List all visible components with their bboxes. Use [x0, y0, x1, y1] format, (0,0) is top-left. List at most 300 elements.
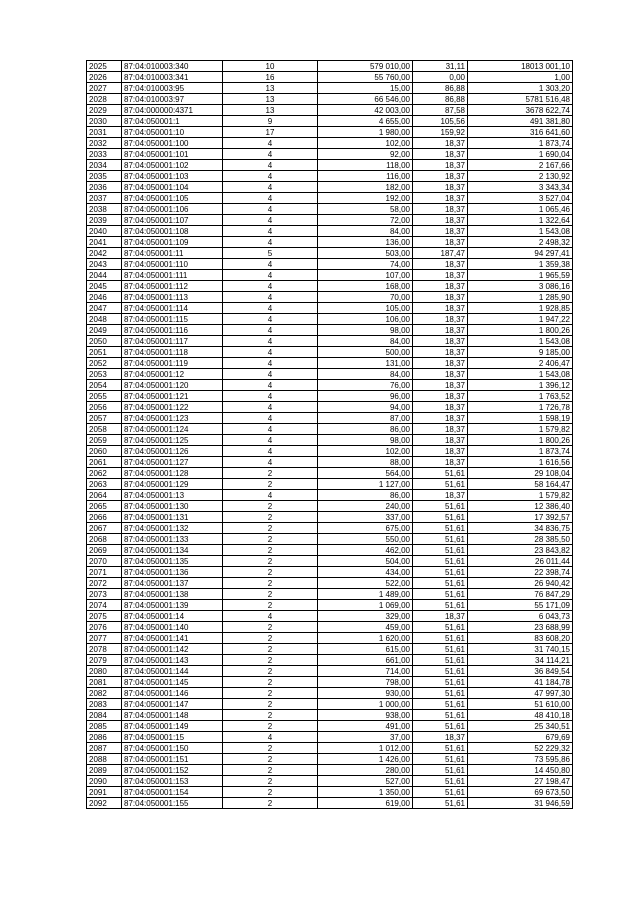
total-value-cell: 28 385,50	[468, 534, 573, 545]
area-value-cell: 102,00	[318, 446, 413, 457]
row-number-cell: 2056	[87, 402, 122, 413]
row-number-cell: 2083	[87, 699, 122, 710]
area-value-cell: 1 350,00	[318, 787, 413, 798]
row-number-cell: 2057	[87, 413, 122, 424]
table-row	[87, 127, 573, 138]
table-row	[87, 534, 573, 545]
total-value-cell: 1 579,82	[468, 490, 573, 501]
area-value-cell: 118,00	[318, 160, 413, 171]
area-value-cell: 116,00	[318, 171, 413, 182]
total-value-cell: 1 543,08	[468, 369, 573, 380]
total-value-cell: 3678 622,74	[468, 105, 573, 116]
cadastral-number-cell: 87:04:010003:341	[122, 72, 223, 83]
rate-value-cell: 51,61	[413, 798, 468, 809]
row-number-cell: 2081	[87, 677, 122, 688]
category-code-cell: 4	[223, 281, 318, 292]
category-code-cell: 13	[223, 94, 318, 105]
cadastral-number-cell: 87:04:010003:95	[122, 83, 223, 94]
table-row	[87, 490, 573, 501]
row-number-cell: 2063	[87, 479, 122, 490]
table-row	[87, 61, 573, 72]
total-value-cell: 1 579,82	[468, 424, 573, 435]
row-number-cell: 2055	[87, 391, 122, 402]
table-row	[87, 545, 573, 556]
area-value-cell: 182,00	[318, 182, 413, 193]
area-value-cell: 42 003,00	[318, 105, 413, 116]
total-value-cell: 69 673,50	[468, 787, 573, 798]
row-number-cell: 2058	[87, 424, 122, 435]
rate-value-cell: 18,37	[413, 435, 468, 446]
total-value-cell: 1 396,12	[468, 380, 573, 391]
cadastral-number-cell: 87:04:050001:111	[122, 270, 223, 281]
cadastral-number-cell: 87:04:050001:101	[122, 149, 223, 160]
category-code-cell: 2	[223, 578, 318, 589]
rate-value-cell: 51,61	[413, 743, 468, 754]
category-code-cell: 2	[223, 468, 318, 479]
row-number-cell: 2072	[87, 578, 122, 589]
row-number-cell: 2048	[87, 314, 122, 325]
area-value-cell: 98,00	[318, 325, 413, 336]
table-body	[87, 61, 573, 809]
cadastral-number-cell: 87:04:010003:97	[122, 94, 223, 105]
row-number-cell: 2061	[87, 457, 122, 468]
category-code-cell: 4	[223, 336, 318, 347]
area-value-cell: 1 620,00	[318, 633, 413, 644]
row-number-cell: 2087	[87, 743, 122, 754]
cadastral-number-cell: 87:04:050001:14	[122, 611, 223, 622]
rate-value-cell: 18,37	[413, 369, 468, 380]
cadastral-number-cell: 87:04:050001:132	[122, 523, 223, 534]
table-row	[87, 160, 573, 171]
table-row	[87, 710, 573, 721]
rate-value-cell: 18,37	[413, 490, 468, 501]
row-number-cell: 2059	[87, 435, 122, 446]
cadastral-number-cell: 87:04:050001:155	[122, 798, 223, 809]
area-value-cell: 1 069,00	[318, 600, 413, 611]
total-value-cell: 1 616,56	[468, 457, 573, 468]
cadastral-number-cell: 87:04:050001:129	[122, 479, 223, 490]
rate-value-cell: 18,37	[413, 611, 468, 622]
rate-value-cell: 51,61	[413, 655, 468, 666]
cadastral-number-cell: 87:04:050001:147	[122, 699, 223, 710]
row-number-cell: 2046	[87, 292, 122, 303]
cadastral-number-cell: 87:04:050001:133	[122, 534, 223, 545]
table-row	[87, 270, 573, 281]
area-value-cell: 4 655,00	[318, 116, 413, 127]
row-number-cell: 2029	[87, 105, 122, 116]
cadastral-number-cell: 87:04:050001:110	[122, 259, 223, 270]
row-number-cell: 2044	[87, 270, 122, 281]
cadastral-number-cell: 87:04:050001:104	[122, 182, 223, 193]
rate-value-cell: 51,61	[413, 721, 468, 732]
rate-value-cell: 51,61	[413, 600, 468, 611]
row-number-cell: 2050	[87, 336, 122, 347]
area-value-cell: 168,00	[318, 281, 413, 292]
category-code-cell: 2	[223, 644, 318, 655]
total-value-cell: 1 800,26	[468, 325, 573, 336]
total-value-cell: 1 065,46	[468, 204, 573, 215]
table-row	[87, 402, 573, 413]
row-number-cell: 2069	[87, 545, 122, 556]
row-number-cell: 2043	[87, 259, 122, 270]
row-number-cell: 2084	[87, 710, 122, 721]
table-row	[87, 457, 573, 468]
cadastral-number-cell: 87:04:050001:151	[122, 754, 223, 765]
row-number-cell: 2035	[87, 171, 122, 182]
total-value-cell: 3 527,04	[468, 193, 573, 204]
total-value-cell: 679,69	[468, 732, 573, 743]
area-value-cell: 70,00	[318, 292, 413, 303]
cadastral-number-cell: 87:04:050001:121	[122, 391, 223, 402]
rate-value-cell: 18,37	[413, 149, 468, 160]
total-value-cell: 2 406,47	[468, 358, 573, 369]
total-value-cell: 52 229,32	[468, 743, 573, 754]
row-number-cell: 2034	[87, 160, 122, 171]
table-row	[87, 435, 573, 446]
category-code-cell: 4	[223, 171, 318, 182]
row-number-cell: 2092	[87, 798, 122, 809]
table-row	[87, 688, 573, 699]
area-value-cell: 329,00	[318, 611, 413, 622]
rate-value-cell: 18,37	[413, 160, 468, 171]
category-code-cell: 2	[223, 501, 318, 512]
area-value-cell: 107,00	[318, 270, 413, 281]
area-value-cell: 798,00	[318, 677, 413, 688]
area-value-cell: 58,00	[318, 204, 413, 215]
rate-value-cell: 18,37	[413, 193, 468, 204]
total-value-cell: 1 598,19	[468, 413, 573, 424]
rate-value-cell: 18,37	[413, 215, 468, 226]
category-code-cell: 13	[223, 105, 318, 116]
category-code-cell: 10	[223, 61, 318, 72]
table-row	[87, 336, 573, 347]
table-row	[87, 116, 573, 127]
total-value-cell: 1 543,08	[468, 336, 573, 347]
row-number-cell: 2074	[87, 600, 122, 611]
table-row	[87, 622, 573, 633]
cadastral-number-cell: 87:04:050001:119	[122, 358, 223, 369]
category-code-cell: 4	[223, 325, 318, 336]
rate-value-cell: 51,61	[413, 699, 468, 710]
cadastral-number-cell: 87:04:050001:1	[122, 116, 223, 127]
cadastral-number-cell: 87:04:050001:146	[122, 688, 223, 699]
table-row	[87, 611, 573, 622]
row-number-cell: 2089	[87, 765, 122, 776]
total-value-cell: 491 381,80	[468, 116, 573, 127]
total-value-cell: 26 011,44	[468, 556, 573, 567]
area-value-cell: 72,00	[318, 215, 413, 226]
table-row	[87, 204, 573, 215]
rate-value-cell: 51,61	[413, 523, 468, 534]
cadastral-number-cell: 87:04:050001:134	[122, 545, 223, 556]
category-code-cell: 4	[223, 314, 318, 325]
cadastral-number-cell: 87:04:050001:124	[122, 424, 223, 435]
total-value-cell: 26 940,42	[468, 578, 573, 589]
cadastral-number-cell: 87:04:050001:145	[122, 677, 223, 688]
table-row	[87, 369, 573, 380]
cadastral-number-cell: 87:04:050001:150	[122, 743, 223, 754]
rate-value-cell: 51,61	[413, 622, 468, 633]
table-row	[87, 215, 573, 226]
table-row	[87, 292, 573, 303]
category-code-cell: 2	[223, 699, 318, 710]
rate-value-cell: 87,58	[413, 105, 468, 116]
total-value-cell: 18013 001,10	[468, 61, 573, 72]
rate-value-cell: 105,56	[413, 116, 468, 127]
total-value-cell: 1 928,85	[468, 303, 573, 314]
area-value-cell: 86,00	[318, 490, 413, 501]
rate-value-cell: 18,37	[413, 138, 468, 149]
total-value-cell: 1 543,08	[468, 226, 573, 237]
total-value-cell: 25 340,51	[468, 721, 573, 732]
table-row	[87, 413, 573, 424]
row-number-cell: 2054	[87, 380, 122, 391]
cadastral-number-cell: 87:04:050001:108	[122, 226, 223, 237]
area-value-cell: 522,00	[318, 578, 413, 589]
category-code-cell: 2	[223, 743, 318, 754]
table-row	[87, 743, 573, 754]
cadastral-number-cell: 87:04:050001:117	[122, 336, 223, 347]
cadastral-number-cell: 87:04:050001:100	[122, 138, 223, 149]
table-row	[87, 523, 573, 534]
area-value-cell: 37,00	[318, 732, 413, 743]
rate-value-cell: 51,61	[413, 644, 468, 655]
rate-value-cell: 18,37	[413, 336, 468, 347]
area-value-cell: 661,00	[318, 655, 413, 666]
category-code-cell: 13	[223, 83, 318, 94]
total-value-cell: 34 836,75	[468, 523, 573, 534]
row-number-cell: 2067	[87, 523, 122, 534]
category-code-cell: 4	[223, 358, 318, 369]
rate-value-cell: 18,37	[413, 226, 468, 237]
row-number-cell: 2086	[87, 732, 122, 743]
total-value-cell: 29 108,04	[468, 468, 573, 479]
cadastral-number-cell: 87:04:050001:126	[122, 446, 223, 457]
table-row	[87, 721, 573, 732]
row-number-cell: 2073	[87, 589, 122, 600]
table-row	[87, 567, 573, 578]
rate-value-cell: 51,61	[413, 666, 468, 677]
category-code-cell: 2	[223, 765, 318, 776]
total-value-cell: 316 641,60	[468, 127, 573, 138]
category-code-cell: 4	[223, 391, 318, 402]
row-number-cell: 2038	[87, 204, 122, 215]
table-row	[87, 171, 573, 182]
row-number-cell: 2076	[87, 622, 122, 633]
area-value-cell: 192,00	[318, 193, 413, 204]
rate-value-cell: 51,61	[413, 567, 468, 578]
row-number-cell: 2028	[87, 94, 122, 105]
table-row	[87, 358, 573, 369]
cadastral-number-cell: 87:04:050001:109	[122, 237, 223, 248]
category-code-cell: 2	[223, 512, 318, 523]
row-number-cell: 2091	[87, 787, 122, 798]
total-value-cell: 22 398,74	[468, 567, 573, 578]
category-code-cell: 2	[223, 754, 318, 765]
area-value-cell: 459,00	[318, 622, 413, 633]
total-value-cell: 1 303,20	[468, 83, 573, 94]
total-value-cell: 48 410,18	[468, 710, 573, 721]
area-value-cell: 504,00	[318, 556, 413, 567]
area-value-cell: 92,00	[318, 149, 413, 160]
area-value-cell: 1 489,00	[318, 589, 413, 600]
rate-value-cell: 18,37	[413, 281, 468, 292]
rate-value-cell: 51,61	[413, 633, 468, 644]
total-value-cell: 2 498,32	[468, 237, 573, 248]
rate-value-cell: 18,37	[413, 358, 468, 369]
area-value-cell: 76,00	[318, 380, 413, 391]
row-number-cell: 2075	[87, 611, 122, 622]
cadastral-number-cell: 87:04:050001:154	[122, 787, 223, 798]
row-number-cell: 2066	[87, 512, 122, 523]
area-value-cell: 66 546,00	[318, 94, 413, 105]
total-value-cell: 3 343,34	[468, 182, 573, 193]
area-value-cell: 434,00	[318, 567, 413, 578]
table-row	[87, 501, 573, 512]
table-row	[87, 446, 573, 457]
category-code-cell: 4	[223, 226, 318, 237]
total-value-cell: 5781 516,48	[468, 94, 573, 105]
area-value-cell: 675,00	[318, 523, 413, 534]
area-value-cell: 462,00	[318, 545, 413, 556]
rate-value-cell: 51,61	[413, 545, 468, 556]
area-value-cell: 1 012,00	[318, 743, 413, 754]
total-value-cell: 1 873,74	[468, 138, 573, 149]
table-row	[87, 248, 573, 259]
row-number-cell: 2065	[87, 501, 122, 512]
category-code-cell: 4	[223, 160, 318, 171]
total-value-cell: 55 171,09	[468, 600, 573, 611]
total-value-cell: 36 849,54	[468, 666, 573, 677]
area-value-cell: 88,00	[318, 457, 413, 468]
rate-value-cell: 187,47	[413, 248, 468, 259]
category-code-cell: 2	[223, 721, 318, 732]
row-number-cell: 2070	[87, 556, 122, 567]
cadastral-number-cell: 87:04:050001:115	[122, 314, 223, 325]
rate-value-cell: 51,61	[413, 710, 468, 721]
rate-value-cell: 18,37	[413, 259, 468, 270]
rate-value-cell: 18,37	[413, 424, 468, 435]
category-code-cell: 4	[223, 204, 318, 215]
rate-value-cell: 51,61	[413, 512, 468, 523]
total-value-cell: 1 690,04	[468, 149, 573, 160]
total-value-cell: 41 184,78	[468, 677, 573, 688]
category-code-cell: 2	[223, 787, 318, 798]
area-value-cell: 938,00	[318, 710, 413, 721]
total-value-cell: 31 946,59	[468, 798, 573, 809]
table-row	[87, 512, 573, 523]
rate-value-cell: 18,37	[413, 446, 468, 457]
row-number-cell: 2040	[87, 226, 122, 237]
area-value-cell: 84,00	[318, 369, 413, 380]
table-row	[87, 765, 573, 776]
area-value-cell: 98,00	[318, 435, 413, 446]
area-value-cell: 94,00	[318, 402, 413, 413]
rate-value-cell: 51,61	[413, 765, 468, 776]
category-code-cell: 16	[223, 72, 318, 83]
area-value-cell: 15,00	[318, 83, 413, 94]
rate-value-cell: 51,61	[413, 501, 468, 512]
category-code-cell: 4	[223, 424, 318, 435]
total-value-cell: 34 114,21	[468, 655, 573, 666]
rate-value-cell: 18,37	[413, 314, 468, 325]
table-row	[87, 226, 573, 237]
table-row	[87, 699, 573, 710]
table-row	[87, 314, 573, 325]
cadastral-number-cell: 87:04:050001:105	[122, 193, 223, 204]
table-row	[87, 677, 573, 688]
category-code-cell: 4	[223, 413, 318, 424]
area-value-cell: 491,00	[318, 721, 413, 732]
row-number-cell: 2062	[87, 468, 122, 479]
category-code-cell: 2	[223, 688, 318, 699]
area-value-cell: 564,00	[318, 468, 413, 479]
rate-value-cell: 18,37	[413, 204, 468, 215]
cadastral-number-cell: 87:04:050001:103	[122, 171, 223, 182]
area-value-cell: 84,00	[318, 226, 413, 237]
cadastral-number-cell: 87:04:050001:15	[122, 732, 223, 743]
row-number-cell: 2077	[87, 633, 122, 644]
category-code-cell: 2	[223, 655, 318, 666]
table-row	[87, 94, 573, 105]
area-value-cell: 503,00	[318, 248, 413, 259]
category-code-cell: 4	[223, 237, 318, 248]
total-value-cell: 14 450,80	[468, 765, 573, 776]
total-value-cell: 83 608,20	[468, 633, 573, 644]
total-value-cell: 51 610,00	[468, 699, 573, 710]
table-row	[87, 380, 573, 391]
row-number-cell: 2088	[87, 754, 122, 765]
cadastral-number-cell: 87:04:050001:13	[122, 490, 223, 501]
table-row	[87, 83, 573, 94]
cadastral-number-cell: 87:04:050001:143	[122, 655, 223, 666]
category-code-cell: 4	[223, 380, 318, 391]
cadastral-number-cell: 87:04:050001:120	[122, 380, 223, 391]
table-row	[87, 424, 573, 435]
area-value-cell: 102,00	[318, 138, 413, 149]
table-row	[87, 325, 573, 336]
category-code-cell: 4	[223, 138, 318, 149]
table-row	[87, 556, 573, 567]
category-code-cell: 4	[223, 457, 318, 468]
row-number-cell: 2071	[87, 567, 122, 578]
table-row	[87, 182, 573, 193]
table-row	[87, 138, 573, 149]
rate-value-cell: 51,61	[413, 589, 468, 600]
row-number-cell: 2026	[87, 72, 122, 83]
category-code-cell: 4	[223, 490, 318, 501]
row-number-cell: 2064	[87, 490, 122, 501]
row-number-cell: 2042	[87, 248, 122, 259]
cadastral-number-cell: 87:04:050001:114	[122, 303, 223, 314]
cadastral-number-cell: 87:04:050001:149	[122, 721, 223, 732]
area-value-cell: 74,00	[318, 259, 413, 270]
category-code-cell: 2	[223, 479, 318, 490]
area-value-cell: 930,00	[318, 688, 413, 699]
cadastral-number-cell: 87:04:050001:140	[122, 622, 223, 633]
row-number-cell: 2030	[87, 116, 122, 127]
total-value-cell: 1 726,78	[468, 402, 573, 413]
row-number-cell: 2068	[87, 534, 122, 545]
cadastral-number-cell: 87:04:050001:127	[122, 457, 223, 468]
category-code-cell: 9	[223, 116, 318, 127]
category-code-cell: 4	[223, 611, 318, 622]
cadastral-number-cell: 87:04:050001:11	[122, 248, 223, 259]
cadastral-number-cell: 87:04:050001:153	[122, 776, 223, 787]
row-number-cell: 2039	[87, 215, 122, 226]
cadastral-number-cell: 87:04:050001:141	[122, 633, 223, 644]
total-value-cell: 1,00	[468, 72, 573, 83]
